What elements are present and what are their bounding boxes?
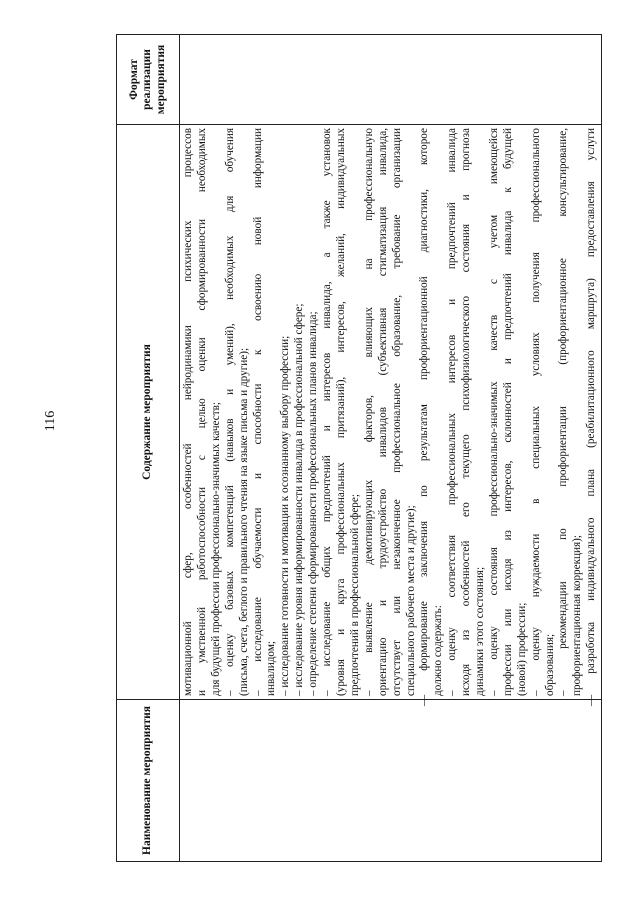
measure-content-cell [180,125,602,706]
content-line: профессии или исходя из интересов, склонностей и предпочтений инвалида к будущей [501,128,514,696]
content-line: – оценку соответствия профессиональных интересов и предпочтений инвалида [446,128,459,696]
header-measure-name: Наименование мероприятия [117,700,180,862]
table-header-row [117,35,180,862]
content-line: ориентацию и трудоустройство инвалидов (субъективная стигматизация инвалида, [376,128,389,696]
content-line: отсутствует или незаконченное профессиональное образование, требование организации [390,128,403,696]
content-line: — формирование заключения по результатам профориентационной диагностики, которое [418,128,431,706]
content-line: специального рабочего места и другие); [404,505,417,696]
content-line: – оценку состояния профессионально-значимых качеств с учетом имеющейся [487,128,500,696]
content-line: – выявление демотивирующих факторов, влияющих на профессиональную [362,128,375,696]
content-line: должно содержать: [432,605,445,696]
content-line: для будущей профессии профессионально-значимых качеств; [209,401,222,696]
content-line: – определение степени сформированности профессиональных планов инвалида; [307,311,320,696]
content-line: профориентационная коррекция); [571,535,584,696]
measures-table [116,34,602,862]
content-line: исходя из особенностей его текущего психофизиологического состояния и прогноза [460,128,473,696]
content-line: – исследование уровня информированности инвалида в профессиональной сфере; [293,303,306,696]
content-line: предпочтений в профессиональной сфере; [348,494,361,696]
rotated-page-content [116,34,598,862]
content-line: инвалидом; [265,640,278,696]
content-line: мотивационной сфер, особенностей нейродинамики психических процессов [182,128,194,696]
header-measure-content: Содержание мероприятия [117,125,180,700]
content-line: (письма, счета, беглого и правильного чтения на языке письма и другие); [237,347,250,696]
measure-format-cell [180,35,602,125]
content-line: — разработка индивидуального плана (реабилитационного маршрута) предоставления услуги [585,128,598,706]
table-body-row [180,35,602,862]
content-line: динамики этого состояния; [474,566,487,696]
content-line: образования; [543,633,556,696]
content-line: – рекомендации по профориентации (профориентационное консультирование, [557,128,570,696]
content-line: (уровня и круга профессиональных притязаний), интересов, желаний, индивидуальных [334,128,347,696]
header-measure-format: Формат реализации мероприятия [117,35,180,125]
content-line: и умственной работоспособности с целью оценки сформированности необходимых [195,128,208,696]
content-line: (новой) профессии; [515,602,528,696]
content-line: – исследование готовности и мотивации к осознанному выбору профессии; [279,335,292,696]
content-line: – оценку базовых компетенций (навыков и умений), необходимых для обучения [223,128,236,696]
page-number: 116 [43,410,58,432]
content-line: – исследование общих предпочтений и интересов инвалида, а также установок [321,128,334,696]
content-line: – исследование обучаемости и способности к освоению новой информации [251,128,264,696]
content-line: – оценку нуждаемости в специальных условиях получения профессионального [529,128,542,696]
measure-name-cell [180,700,602,862]
